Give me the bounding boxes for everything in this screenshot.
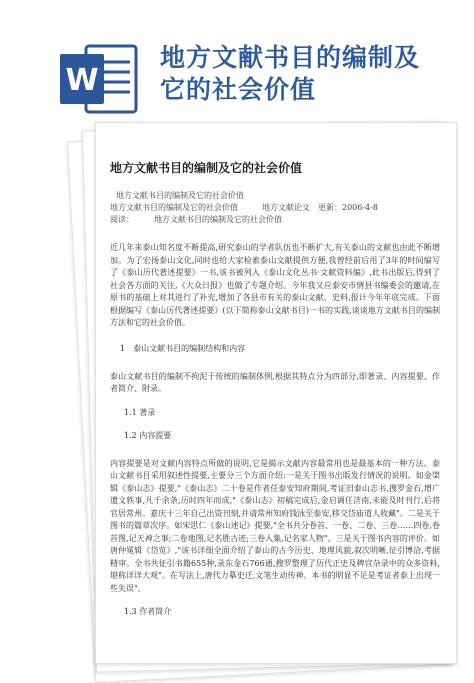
document-body [110,160,440,618]
document-meta-line: 阅读： 地方文献书目的编制及它的社会价值 [110,215,282,224]
section-paragraph: 内容提要是对文献内容特点所做的说明,它是揭示文献内容最常用也是最基本的一种方法。泰山文献书目采用叙述性提要,主要分三个方面介绍:一是关于图书出版发行情况的说明。如金棨辑《泰山志》提要,"《泰山志》二十卷是作者任泰安知府期间,考证旧泰山志书,搜罗金石,增广遗文轶事,凡千余条,历时四年而成,"《泰山志》初稿完成后,金启调任济南,未能及时刊行,后将官居常州。嘉庆十三年自己出资刊刻,并请常州知府钱泳至泰安,移交岱庙道人收藏"。二是关于图书的篇章次序。如宋思仁《泰山述记》提要,"全书共分卷首、一卷、二卷、三卷……四卷,卷首图,记天神之事;二卷地图,记名胜古迹;三卷入集,记名家人物"。三是关于图书内容的评价。如唐仲冕辑《岱览》,"该书详细全面介绍了泰山的古今历史、地理风貌,叙次明晰,征引博洽,考据精审。全书共征引书籍655种,录东金石766通,搜罗整理了历代正史及稗官杂录中的众多资料,堪称详详大观"。在写法上,唐代力摹史迁,文笔生动传神。本书的明显不足是考证者泰上出现一些失误"。 [110,458,440,593]
subsection-heading: 1.3 作者简介 [124,607,172,616]
page-title-line-1: 地方文献书目的编制及 [160,43,421,72]
document-meta-line: 地方文献书目的编制及它的社会价值 地方文献论文 更新：2006-4-8 [110,203,378,212]
section-paragraph: 泰山文献书目的编制不拘泥于传统的编制体例,根据其特点分为四部分,即著录、内容提要、作者简介、附录。 [110,371,440,393]
subsection-heading: 1.2 内容提要 [124,430,172,440]
document-title: 地方文献书目的编制及它的社会价值 [110,161,303,175]
intro-paragraph: 近几年来泰山知名度不断提高,研究泰山的学者队伍也不断扩大,有关泰山的文献也由此不断增加。为了宏扬泰山文化,同时也给大家检索泰山文献提供方便,我曾经前后用了3年的时间编写了《泰山历代著述提要》一书,该书被列入《泰山文化丛书·文献资料编》,此书出版后,得到了社会各方面的关注,《大众日报》也做了专题介绍。今年我又应泰安市情县书编委会的邀请,在原书的基础上对其进行了补充,增加了各县市有关的泰山文献、史料,报计今年年底完成。下面根据编写《泰山历代著述提要》(以下简称泰山文献书目)一书的实践,谈谈地方文献书目的编制方法和它的社会价值。 [110,243,440,327]
document-meta-line: 地方文献书目的编制及它的社会价值 [116,191,244,200]
word-icon [58,40,140,118]
subsection-heading: 1.1 著录 [124,407,156,417]
word-logo-letter: W [65,63,99,98]
section-heading: 1 泰山文献书目的编制结构和内容 [120,343,246,353]
page-title-line-2: 它的社会价值 [160,75,317,104]
page-title [160,42,460,106]
